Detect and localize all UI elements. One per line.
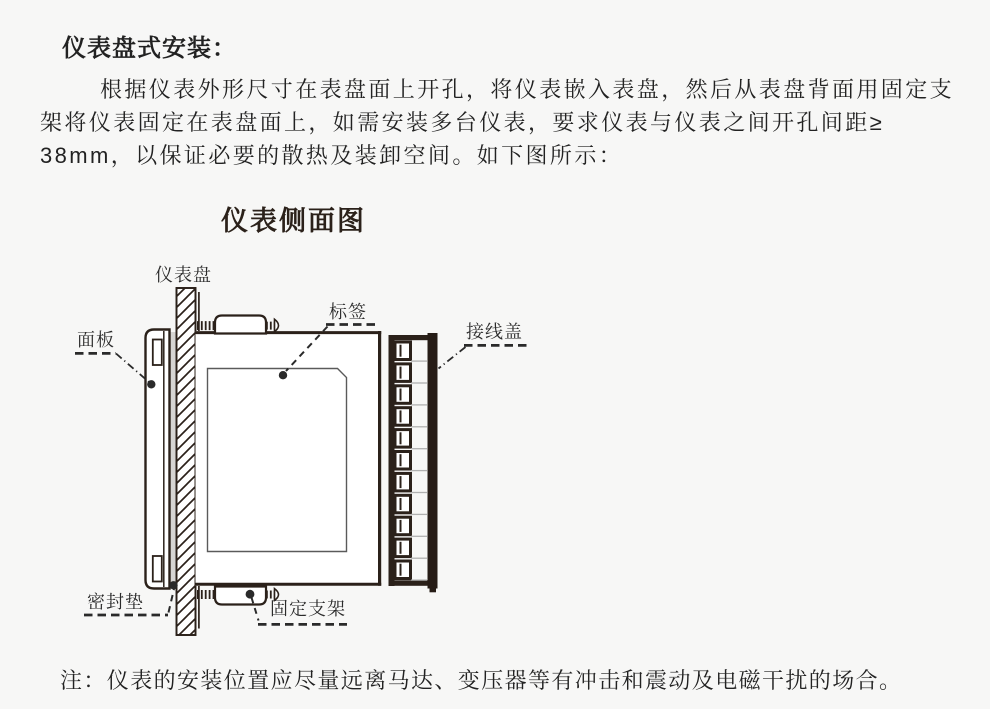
intro-paragraph bbox=[40, 73, 980, 172]
terminal-block bbox=[389, 335, 428, 586]
label-front-panel: 面板 bbox=[77, 330, 115, 350]
bezel-clip-top bbox=[153, 340, 162, 366]
bracket-leader-dot bbox=[246, 590, 255, 599]
paragraph-line-2: 架将仪表固定在表盘面上，如需安装多台仪表，要求仪表与仪表之间开孔间距≥ bbox=[40, 110, 885, 135]
terminal-cover-leader bbox=[439, 347, 466, 369]
instrument-side-view-diagram bbox=[0, 230, 560, 650]
front-panel-bezel bbox=[146, 330, 170, 589]
paragraph-line-1: 根据仪表外形尺寸在表盘面上开孔，将仪表嵌入表盘，然后从表盘背面用固定支 bbox=[100, 77, 955, 102]
gasket-leader bbox=[169, 589, 175, 613]
note-text: 注：仪表的安装位置应尽量远离马达、变压器等有冲击和震动及电磁干扰的场合。 bbox=[60, 668, 903, 693]
label-bracket: 固定支架 bbox=[270, 599, 346, 619]
fixing-bracket-top bbox=[197, 316, 279, 334]
diagram-title: 仪表侧面图 bbox=[221, 206, 366, 236]
paragraph-line-3: 38mm，以保证必要的散热及装卸空间。如下图所示： bbox=[40, 143, 624, 168]
label-tag: 标签 bbox=[329, 302, 367, 322]
label-terminal-cover: 接线盖 bbox=[466, 322, 523, 342]
terminal-cover-bar bbox=[428, 333, 438, 592]
bezel-clip-bottom bbox=[153, 556, 162, 582]
front-panel-leader-dot bbox=[147, 380, 155, 388]
instrument-body bbox=[196, 292, 382, 629]
screw-head bbox=[275, 319, 279, 331]
panel-hatched-bar bbox=[177, 288, 196, 635]
label-panel-board: 仪表盘 bbox=[155, 265, 212, 285]
label-gasket: 密封垫 bbox=[87, 592, 144, 612]
fixing-bracket-bottom bbox=[197, 587, 279, 605]
tag-leader-dot bbox=[279, 371, 287, 379]
page-title: 仪表盘式安装： bbox=[62, 35, 237, 62]
gasket-leader-dot bbox=[169, 581, 177, 589]
